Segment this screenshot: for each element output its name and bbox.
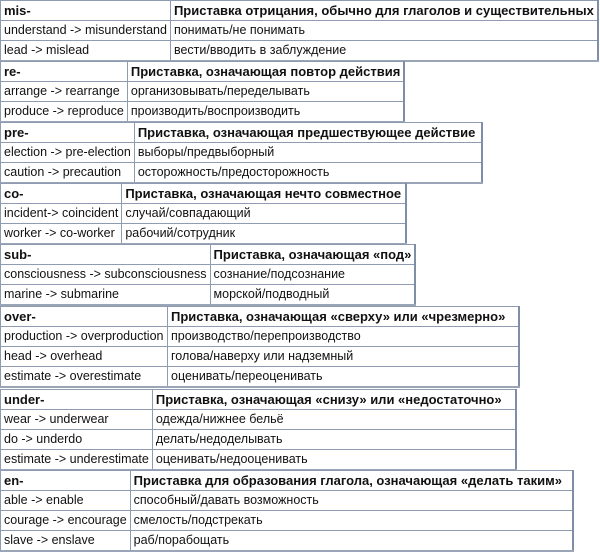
translation-cell: выборы/предвыборный [134, 143, 482, 163]
prefix-table-under [0, 389, 517, 471]
prefix-cell: sub- [1, 245, 211, 265]
translation-cell: оценивать/недооценивать [152, 450, 516, 471]
table-row [1, 102, 405, 123]
description-cell: Приставка для образования глагола, означающая «делать таким» [130, 471, 573, 491]
translation-cell: оценивать/переоценивать [168, 367, 520, 388]
table-row [1, 82, 405, 102]
prefix-cell: over- [1, 307, 168, 327]
prefix-table-mis [0, 0, 599, 62]
translation-cell: производить/воспроизводить [127, 102, 404, 123]
example-cell: slave -> enslave [1, 531, 131, 552]
example-cell: head -> overhead [1, 347, 168, 367]
table-row [1, 491, 574, 511]
prefix-cell: re- [1, 62, 128, 82]
description-cell: Приставка, означающая «снизу» или «недостаточно» [152, 390, 516, 410]
translation-cell: одежда/нижнее бельё [152, 410, 516, 430]
prefix-cell: co- [1, 184, 122, 204]
example-cell: election -> pre-election [1, 143, 135, 163]
prefix-table-pre [0, 122, 483, 184]
table-header-row [1, 471, 574, 491]
translation-cell: понимать/не понимать [170, 21, 597, 41]
example-cell: production -> overproduction [1, 327, 168, 347]
table-header-row [1, 184, 407, 204]
table-row [1, 21, 598, 41]
example-cell: consciousness -> subconsciousness [1, 265, 211, 285]
table-row [1, 265, 416, 285]
example-cell: courage -> encourage [1, 511, 131, 531]
table-row [1, 511, 574, 531]
description-cell: Приставка, означающая «под» [210, 245, 415, 265]
translation-cell: случай/совпадающий [122, 204, 406, 224]
table-row [1, 430, 517, 450]
example-cell: able -> enable [1, 491, 131, 511]
translation-cell: рабочий/сотрудник [122, 224, 406, 245]
example-cell: produce -> reproduce [1, 102, 128, 123]
prefix-table-sub [0, 244, 416, 306]
translation-cell: организовывать/переделывать [127, 82, 404, 102]
table-header-row [1, 62, 405, 82]
translation-cell: смелость/подстрекать [130, 511, 573, 531]
example-cell: understand -> misunderstand [1, 21, 171, 41]
prefix-table-re [0, 61, 405, 123]
table-row [1, 163, 483, 184]
description-cell: Приставка, означающая повтор действия [127, 62, 404, 82]
description-cell: Приставка, означающая нечто совместное [122, 184, 406, 204]
example-cell: estimate -> underestimate [1, 450, 153, 471]
example-cell: wear -> underwear [1, 410, 153, 430]
example-cell: marine -> submarine [1, 285, 211, 306]
description-cell: Приставка, означающая предшествующее действие [134, 123, 482, 143]
translation-cell: морской/подводный [210, 285, 415, 306]
prefix-cell: mis- [1, 1, 171, 21]
prefix-cell: pre- [1, 123, 135, 143]
translation-cell: голова/наверху или надземный [168, 347, 520, 367]
translation-cell: раб/порабощать [130, 531, 573, 552]
table-row [1, 41, 598, 62]
table-header-row [1, 1, 598, 21]
prefix-cell: under- [1, 390, 153, 410]
table-row [1, 450, 517, 471]
table-row [1, 410, 517, 430]
translation-cell: способный/давать возможность [130, 491, 573, 511]
table-header-row [1, 245, 416, 265]
example-cell: lead -> mislead [1, 41, 171, 62]
translation-cell: производство/перепроизводство [168, 327, 520, 347]
table-row [1, 204, 407, 224]
prefix-table-over [0, 306, 520, 388]
table-row [1, 367, 520, 388]
table-row [1, 224, 407, 245]
description-cell: Приставка отрицания, обычно для глаголов и существительных [170, 1, 597, 21]
table-row [1, 347, 520, 367]
table-header-row [1, 307, 520, 327]
translation-cell: сознание/подсознание [210, 265, 415, 285]
table-row [1, 327, 520, 347]
example-cell: worker -> co-worker [1, 224, 122, 245]
example-cell: incident-> coincident [1, 204, 122, 224]
table-row [1, 285, 416, 306]
example-cell: arrange -> rearrange [1, 82, 128, 102]
table-header-row [1, 123, 483, 143]
prefix-table-co [0, 183, 407, 245]
prefix-table-en [0, 470, 574, 552]
example-cell: estimate -> overestimate [1, 367, 168, 388]
translation-cell: осторожность/предосторожность [134, 163, 482, 184]
prefix-cell: en- [1, 471, 131, 491]
translation-cell: делать/недоделывать [152, 430, 516, 450]
table-row [1, 531, 574, 552]
table-row [1, 143, 483, 163]
translation-cell: вести/вводить в заблуждение [170, 41, 597, 62]
description-cell: Приставка, означающая «сверху» или «чрезмерно» [168, 307, 520, 327]
table-header-row [1, 390, 517, 410]
example-cell: do -> underdo [1, 430, 153, 450]
example-cell: caution -> precaution [1, 163, 135, 184]
